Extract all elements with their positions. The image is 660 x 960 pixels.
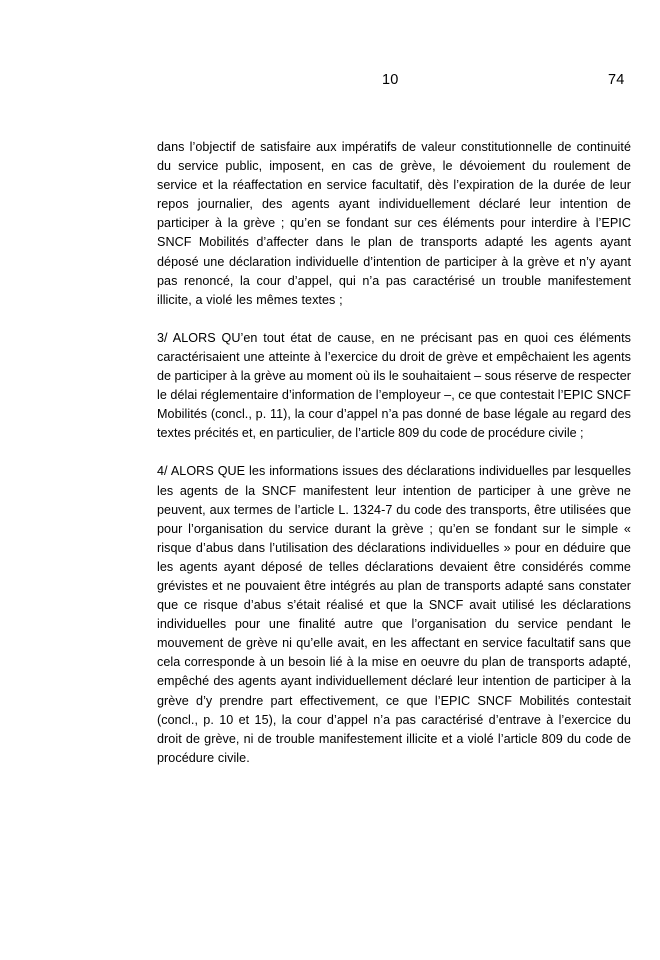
document-number: 74	[608, 72, 625, 88]
paragraph-continuation: dans l’objectif de satisfaire aux impératifs de valeur constitutionnelle de continuité du service public, imposent, en cas de grève, le dévoiement du roulement de service et la réaffectation en service facultatif, dès l’expiration de la durée de leur repos journalier, des agents ayant individuellement déclaré leur intention de participer à la grève ; qu’en se fondant sur ces éléments pour interdire à l’EPIC SNCF Mobilités d’affecter dans le plan de transports adapté les agents ayant déposé une déclaration individuelle d’intention de participer à la grève et n’y ayant pas renoncé, la cour d’appel, qui n’a pas caractérisé un trouble manifestement illicite, a violé les mêmes textes ;	[157, 140, 631, 307]
paragraph-ground-3: 3/ ALORS QU’en tout état de cause, en ne précisant pas en quoi ces éléments caractérisaient une atteinte à l’exercice du droit de grève et empêchaient les agents de participer à la grève au moment où ils le souhaitaient – sous réserve de respecter le délai réglementaire d’information de l’employeur –, ce que contestait l’EPIC SNCF Mobilités (concl., p. 11), la cour d’appel n’a pas donné de base légale au regard des textes précités et, en particulier, de l’article 809 du code de procédure civile ;	[157, 330, 631, 441]
paragraph-ground-4: 4/ ALORS QUE les informations issues des déclarations individuelles par lesquelles les agents de la SNCF manifestent leur intention de participer à une grève ne peuvent, aux termes de l’article L. 1324-7 du code des transports, être utilisées que pour l’organisation du service durant la grève ; qu’en se fondant sur le simple « risque d’abus dans l’utilisation des déclarations individuelles » pour en déduire que les agents ayant déposé de telles déclarations devaient être considérés comme grévistes et ne pouvaient être intégrés au plan de transports adapté sans constater que ce risque d’abus s’était réalisé et que la SNCF avait utilisé les déclarations individuelles pour une finalité autre que l’organisation du service pendant le mouvement de grève ni qu’elle avait, en les affectant en service facultatif sans que cela corresponde à un besoin lié à la mise en oeuvre du plan de transports adapté, empêché des agents ayant individuellement déclaré leur intention de participer à la grève d’y prendre part effectivement, ce que l’EPIC SNCF Mobilités contestait (concl., p. 10 et 15), la cour d’appel n’a pas caractérisé d’entrave à l’exercice du droit de grève, ni de trouble manifestement illicite et a violé l’article 809 du code de procédure civile.	[157, 464, 631, 765]
page-number: 10	[382, 72, 399, 88]
document-body	[157, 138, 631, 768]
page-header	[0, 72, 660, 92]
